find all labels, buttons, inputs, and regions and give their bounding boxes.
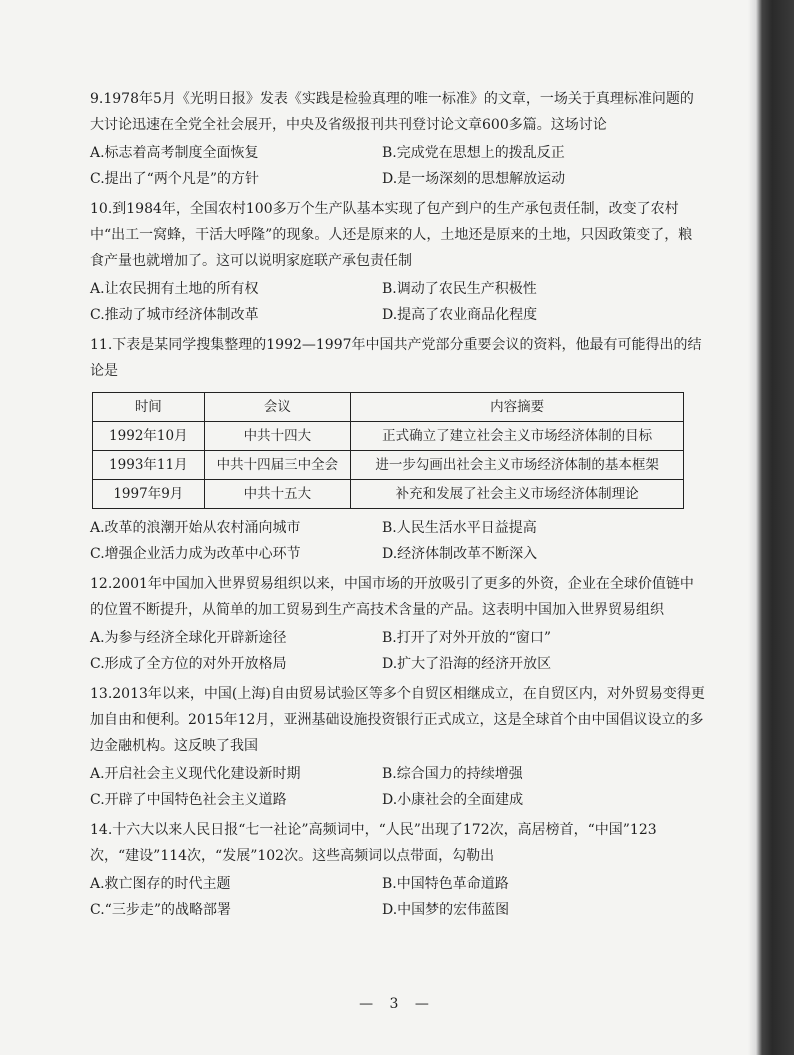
page-number: — 3 — [359,996,435,1012]
question-stem: 13.2013年以来，中国(上海)自由贸易试验区等多个自贸区相继成立，在自贸区内，对外贸易变得更加自由和便利。2015年12月，亚洲基础设施投资银行正式成立，这是全球首个由中国倡议设立的多边金融机构。这反映了我国 [90,686,705,754]
option-b: B.人民生活水平日益提高 [382,520,537,536]
option-c: C.“三步走”的战略部署 [90,902,231,918]
option-b: B.综合国力的持续增强 [382,766,523,782]
option-b: B.打开了对外开放的“窗口” [382,630,552,646]
table-cell-summary: 进一步勾画出社会主义市场经济体制的基本框架 [351,451,684,480]
answer-options [90,140,705,192]
option-c: C.增强企业活力成为改革中心环节 [90,546,301,562]
option-a: A.标志着高考制度全面恢复 [90,145,259,161]
table-cell-meeting: 中共十四大 [204,422,351,451]
question-page [90,86,705,927]
table-header-summary: 内容摘要 [351,393,684,422]
option-c: C.开辟了中国特色社会主义道路 [90,792,287,808]
table-cell-meeting: 中共十四届三中全会 [204,451,351,480]
option-a: A.改革的浪潮开始从农村涌向城市 [90,520,301,536]
option-a: A.为参与经济全球化开辟新途径 [90,630,287,646]
table-row [93,422,684,451]
question-10 [90,196,705,328]
option-d: D.扩大了沿海的经济开放区 [382,656,552,672]
question-13 [90,681,705,813]
option-a: A.让农民拥有土地的所有权 [90,281,259,297]
option-c: C.形成了全方位的对外开放格局 [90,656,287,672]
option-a: A.救亡图存的时代主题 [90,876,231,892]
option-d: D.经济体制改革不断深入 [382,546,538,562]
question-stem: 12.2001年中国加入世界贸易组织以来，中国市场的开放吸引了更多的外资，企业在全球价值链中的位置不断提升，从简单的加工贸易到生产高技术含量的产品。这表明中国加入世界贸易组织 [90,576,694,618]
table-header-row [93,393,684,422]
table-header-meeting: 会议 [204,393,351,422]
answer-options [90,276,705,328]
answer-options [90,515,705,567]
answer-options [90,625,705,677]
answer-options [90,871,705,923]
table-row [93,480,684,509]
table-cell-summary: 正式确立了建立社会主义市场经济体制的目标 [351,422,684,451]
option-d: D.是一场深刻的思想解放运动 [382,171,566,187]
scan-edge-shadow [748,0,794,1055]
question-12 [90,571,705,677]
option-b: B.完成党在思想上的拨乱反正 [382,145,565,161]
table-cell-summary: 补充和发展了社会主义市场经济体制理论 [351,480,684,509]
option-b: B.中国特色革命道路 [382,876,509,892]
table-cell-time: 1993年11月 [93,451,205,480]
option-d: D.小康社会的全面建成 [382,792,524,808]
table-row [93,451,684,480]
option-b: B.调动了农民生产积极性 [382,281,537,297]
option-c: C.提出了“两个凡是”的方针 [90,171,259,187]
option-a: A.开启社会主义现代化建设新时期 [90,766,301,782]
table-cell-time: 1997年9月 [93,480,205,509]
option-c: C.推动了城市经济体制改革 [90,307,259,323]
question-stem: 9.1978年5月《光明日报》发表《实践是检验真理的唯一标准》的文章，一场关于真理标准问题的大讨论迅速在全党全社会展开，中央及省级报刊共刊登讨论文章600多篇。这场讨论 [90,91,694,133]
answer-options [90,761,705,813]
question-stem: 14.十六大以来人民日报“七一社论”高频词中，“人民”出现了172次，高居榜首，“中国”123次，“建设”114次，“发展”102次。这些高频词以点带面，勾勒出 [90,822,657,864]
meeting-summary-table [92,392,684,509]
question-stem: 11.下表是某同学搜集整理的1992—1997年中国共产党部分重要会议的资料，他最有可能得出的结论是 [90,337,702,379]
option-d: D.提高了农业商品化程度 [382,307,538,323]
table-cell-time: 1992年10月 [93,422,205,451]
question-stem: 10.到1984年，全国农村100多万个生产队基本实现了包产到户的生产承包责任制，改变了农村中“出工一窝蜂，干活大呼隆”的现象。人还是原来的人，土地还是原来的土地，只因政策变了，粮食产量也就增加了。这可以说明家庭联产承包责任制 [90,201,693,269]
question-9 [90,86,705,192]
table-cell-meeting: 中共十五大 [204,480,351,509]
table-header-time: 时间 [93,393,205,422]
option-d: D.中国梦的宏伟蓝图 [382,902,510,918]
question-14 [90,817,705,923]
question-11 [90,332,705,567]
